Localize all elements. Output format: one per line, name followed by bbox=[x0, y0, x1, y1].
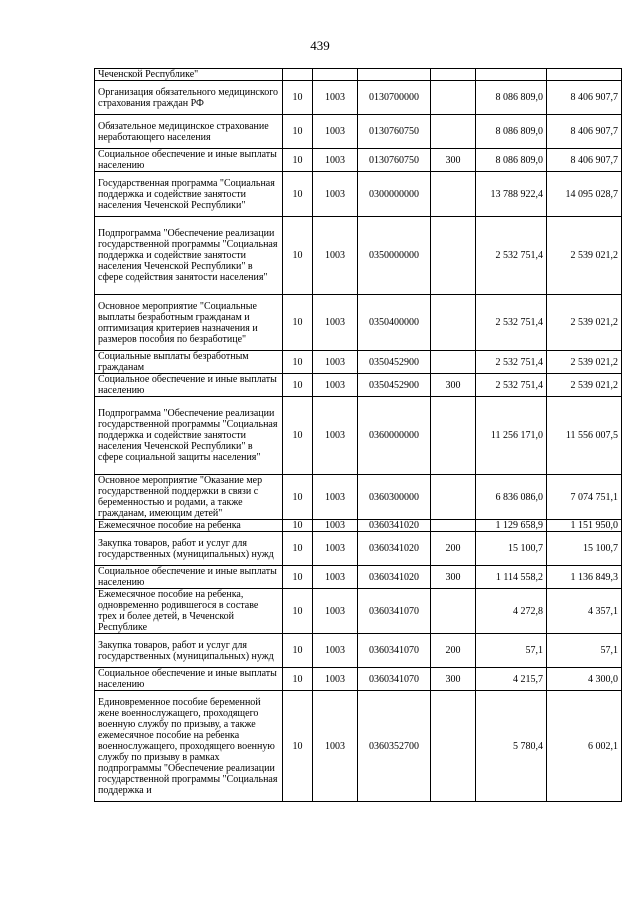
cell-name: Основное мероприятие "Социальные выплаты безработным гражданам и оптимизация критериев назначения и размеров пособия по безработице" bbox=[95, 295, 283, 351]
cell-y2: 2 539 021,2 bbox=[547, 351, 622, 374]
cell-pr: 1003 bbox=[313, 589, 358, 634]
cell-y1: 6 836 086,0 bbox=[476, 475, 547, 520]
cell-y2: 1 136 849,3 bbox=[547, 566, 622, 589]
table-row bbox=[95, 115, 622, 149]
cell-vr: 300 bbox=[431, 668, 476, 691]
cell-csr: 0360341070 bbox=[358, 668, 431, 691]
cell-vr bbox=[431, 475, 476, 520]
cell-vr bbox=[431, 295, 476, 351]
cell-name: Социальное обеспечение и иные выплаты населению bbox=[95, 566, 283, 589]
cell-y1: 15 100,7 bbox=[476, 532, 547, 566]
table-row bbox=[95, 589, 622, 634]
cell-rz: 10 bbox=[283, 589, 313, 634]
cell-csr: 0130760750 bbox=[358, 115, 431, 149]
cell-name: Социальное обеспечение и иные выплаты населению bbox=[95, 668, 283, 691]
cell-y2: 2 539 021,2 bbox=[547, 295, 622, 351]
cell-csr: 0300000000 bbox=[358, 172, 431, 217]
cell-rz: 10 bbox=[283, 115, 313, 149]
cell-pr: 1003 bbox=[313, 397, 358, 475]
cell-y2: 14 095 028,7 bbox=[547, 172, 622, 217]
cell-vr: 300 bbox=[431, 149, 476, 172]
table-row bbox=[95, 691, 622, 802]
cell-rz: 10 bbox=[283, 691, 313, 802]
cell-csr: 0360300000 bbox=[358, 475, 431, 520]
cell-y2: 2 539 021,2 bbox=[547, 217, 622, 295]
cell-y1: 5 780,4 bbox=[476, 691, 547, 802]
cell-rz: 10 bbox=[283, 149, 313, 172]
cell-name: Организация обязательного медицинского страхования граждан РФ bbox=[95, 81, 283, 115]
cell-rz: 10 bbox=[283, 566, 313, 589]
budget-table bbox=[94, 68, 622, 802]
cell-rz: 10 bbox=[283, 634, 313, 668]
cell-name: Обязательное медицинское страхование неработающего населения bbox=[95, 115, 283, 149]
cell-pr: 1003 bbox=[313, 475, 358, 520]
cell-y2: 11 556 007,5 bbox=[547, 397, 622, 475]
cell-y2: 8 406 907,7 bbox=[547, 149, 622, 172]
cell-y1: 2 532 751,4 bbox=[476, 374, 547, 397]
table-row bbox=[95, 351, 622, 374]
cell-rz: 10 bbox=[283, 475, 313, 520]
cell-rz: 10 bbox=[283, 81, 313, 115]
cell-vr: 300 bbox=[431, 374, 476, 397]
cell-csr bbox=[358, 69, 431, 81]
cell-pr: 1003 bbox=[313, 115, 358, 149]
cell-rz: 10 bbox=[283, 374, 313, 397]
cell-pr: 1003 bbox=[313, 374, 358, 397]
cell-y2: 15 100,7 bbox=[547, 532, 622, 566]
cell-csr: 0360000000 bbox=[358, 397, 431, 475]
cell-y1: 57,1 bbox=[476, 634, 547, 668]
cell-csr: 0360341020 bbox=[358, 566, 431, 589]
cell-y2: 8 406 907,7 bbox=[547, 115, 622, 149]
table-row bbox=[95, 374, 622, 397]
cell-y2: 4 357,1 bbox=[547, 589, 622, 634]
cell-name: Закупка товаров, работ и услуг для государственных (муниципальных) нужд bbox=[95, 634, 283, 668]
cell-csr: 0360341070 bbox=[358, 589, 431, 634]
cell-y1: 2 532 751,4 bbox=[476, 217, 547, 295]
cell-vr bbox=[431, 81, 476, 115]
cell-csr: 0350452900 bbox=[358, 374, 431, 397]
cell-vr bbox=[431, 520, 476, 532]
cell-csr: 0350400000 bbox=[358, 295, 431, 351]
cell-pr: 1003 bbox=[313, 81, 358, 115]
table-row bbox=[95, 217, 622, 295]
cell-name: Закупка товаров, работ и услуг для государственных (муниципальных) нужд bbox=[95, 532, 283, 566]
cell-name: Социальное обеспечение и иные выплаты населению bbox=[95, 374, 283, 397]
table-row bbox=[95, 172, 622, 217]
cell-csr: 0350452900 bbox=[358, 351, 431, 374]
table-row bbox=[95, 397, 622, 475]
cell-vr bbox=[431, 397, 476, 475]
cell-rz: 10 bbox=[283, 532, 313, 566]
cell-name: Социальные выплаты безработным гражданам bbox=[95, 351, 283, 374]
table-row bbox=[95, 69, 622, 81]
cell-pr: 1003 bbox=[313, 634, 358, 668]
cell-name: Государственная программа "Социальная поддержка и содействие занятости населения Чеченской Республики" bbox=[95, 172, 283, 217]
cell-y2: 6 002,1 bbox=[547, 691, 622, 802]
cell-pr: 1003 bbox=[313, 566, 358, 589]
table-row bbox=[95, 81, 622, 115]
cell-rz: 10 bbox=[283, 668, 313, 691]
cell-pr: 1003 bbox=[313, 172, 358, 217]
cell-y1: 4 272,8 bbox=[476, 589, 547, 634]
cell-vr bbox=[431, 351, 476, 374]
budget-table-body bbox=[95, 69, 622, 802]
cell-y1: 4 215,7 bbox=[476, 668, 547, 691]
cell-vr bbox=[431, 589, 476, 634]
cell-pr: 1003 bbox=[313, 520, 358, 532]
cell-y1: 1 114 558,2 bbox=[476, 566, 547, 589]
cell-pr: 1003 bbox=[313, 295, 358, 351]
cell-name: Ежемесячное пособие на ребенка, одновременно родившегося в составе трех и более детей, в Чеченской Республике bbox=[95, 589, 283, 634]
cell-rz: 10 bbox=[283, 217, 313, 295]
cell-y2: 1 151 950,0 bbox=[547, 520, 622, 532]
cell-name: Основное мероприятие "Оказание мер государственной поддержки в связи с беременностью и родами, а также гражданам, имеющим детей" bbox=[95, 475, 283, 520]
cell-rz: 10 bbox=[283, 397, 313, 475]
cell-vr: 200 bbox=[431, 634, 476, 668]
cell-y1: 2 532 751,4 bbox=[476, 351, 547, 374]
cell-y1: 13 788 922,4 bbox=[476, 172, 547, 217]
cell-pr: 1003 bbox=[313, 149, 358, 172]
cell-name: Единовременное пособие беременной жене военнослужащего, проходящего военную службу по призыву, а также ежемесячное пособие на ребенка военнослужащего, проходящего военную службу по призыву в рамках подпрограммы "Обеспечение реализации государственной программы "Социальная поддержка и bbox=[95, 691, 283, 802]
cell-y1: 11 256 171,0 bbox=[476, 397, 547, 475]
cell-vr bbox=[431, 69, 476, 81]
cell-name: Ежемесячное пособие на ребенка bbox=[95, 520, 283, 532]
cell-rz: 10 bbox=[283, 351, 313, 374]
cell-rz: 10 bbox=[283, 172, 313, 217]
cell-y1: 2 532 751,4 bbox=[476, 295, 547, 351]
cell-vr: 300 bbox=[431, 566, 476, 589]
cell-name: Социальное обеспечение и иные выплаты населению bbox=[95, 149, 283, 172]
cell-pr: 1003 bbox=[313, 532, 358, 566]
cell-pr bbox=[313, 69, 358, 81]
cell-y2: 7 074 751,1 bbox=[547, 475, 622, 520]
cell-csr: 0360341070 bbox=[358, 634, 431, 668]
cell-y1: 1 129 658,9 bbox=[476, 520, 547, 532]
cell-y2: 8 406 907,7 bbox=[547, 81, 622, 115]
cell-vr bbox=[431, 691, 476, 802]
cell-pr: 1003 bbox=[313, 668, 358, 691]
cell-y1 bbox=[476, 69, 547, 81]
cell-vr: 200 bbox=[431, 532, 476, 566]
cell-csr: 0350000000 bbox=[358, 217, 431, 295]
cell-name: Подпрограмма "Обеспечение реализации государственной программы "Социальная поддержка и содействие занятости населения Чеченской Республики" в сфере социальной защиты населения" bbox=[95, 397, 283, 475]
cell-y2 bbox=[547, 69, 622, 81]
cell-name: Чеченской Республике" bbox=[95, 69, 283, 81]
cell-y1: 8 086 809,0 bbox=[476, 149, 547, 172]
cell-pr: 1003 bbox=[313, 691, 358, 802]
table-row bbox=[95, 532, 622, 566]
cell-rz: 10 bbox=[283, 295, 313, 351]
table-row bbox=[95, 149, 622, 172]
cell-pr: 1003 bbox=[313, 217, 358, 295]
cell-y1: 8 086 809,0 bbox=[476, 115, 547, 149]
cell-y2: 57,1 bbox=[547, 634, 622, 668]
cell-vr bbox=[431, 172, 476, 217]
table-row bbox=[95, 295, 622, 351]
cell-pr: 1003 bbox=[313, 351, 358, 374]
table-row bbox=[95, 634, 622, 668]
cell-csr: 0360352700 bbox=[358, 691, 431, 802]
cell-y2: 4 300,0 bbox=[547, 668, 622, 691]
table-row bbox=[95, 668, 622, 691]
cell-name: Подпрограмма "Обеспечение реализации государственной программы "Социальная поддержка и содействие занятости населения Чеченской Республики" в сфере содействия занятости населения" bbox=[95, 217, 283, 295]
table-row bbox=[95, 566, 622, 589]
page-number: 439 bbox=[310, 38, 330, 53]
table-row bbox=[95, 475, 622, 520]
cell-y1: 8 086 809,0 bbox=[476, 81, 547, 115]
cell-vr bbox=[431, 217, 476, 295]
table-row bbox=[95, 520, 622, 532]
cell-rz: 10 bbox=[283, 520, 313, 532]
cell-rz bbox=[283, 69, 313, 81]
cell-csr: 0130760750 bbox=[358, 149, 431, 172]
cell-csr: 0130700000 bbox=[358, 81, 431, 115]
cell-csr: 0360341020 bbox=[358, 532, 431, 566]
cell-vr bbox=[431, 115, 476, 149]
cell-csr: 0360341020 bbox=[358, 520, 431, 532]
cell-y2: 2 539 021,2 bbox=[547, 374, 622, 397]
